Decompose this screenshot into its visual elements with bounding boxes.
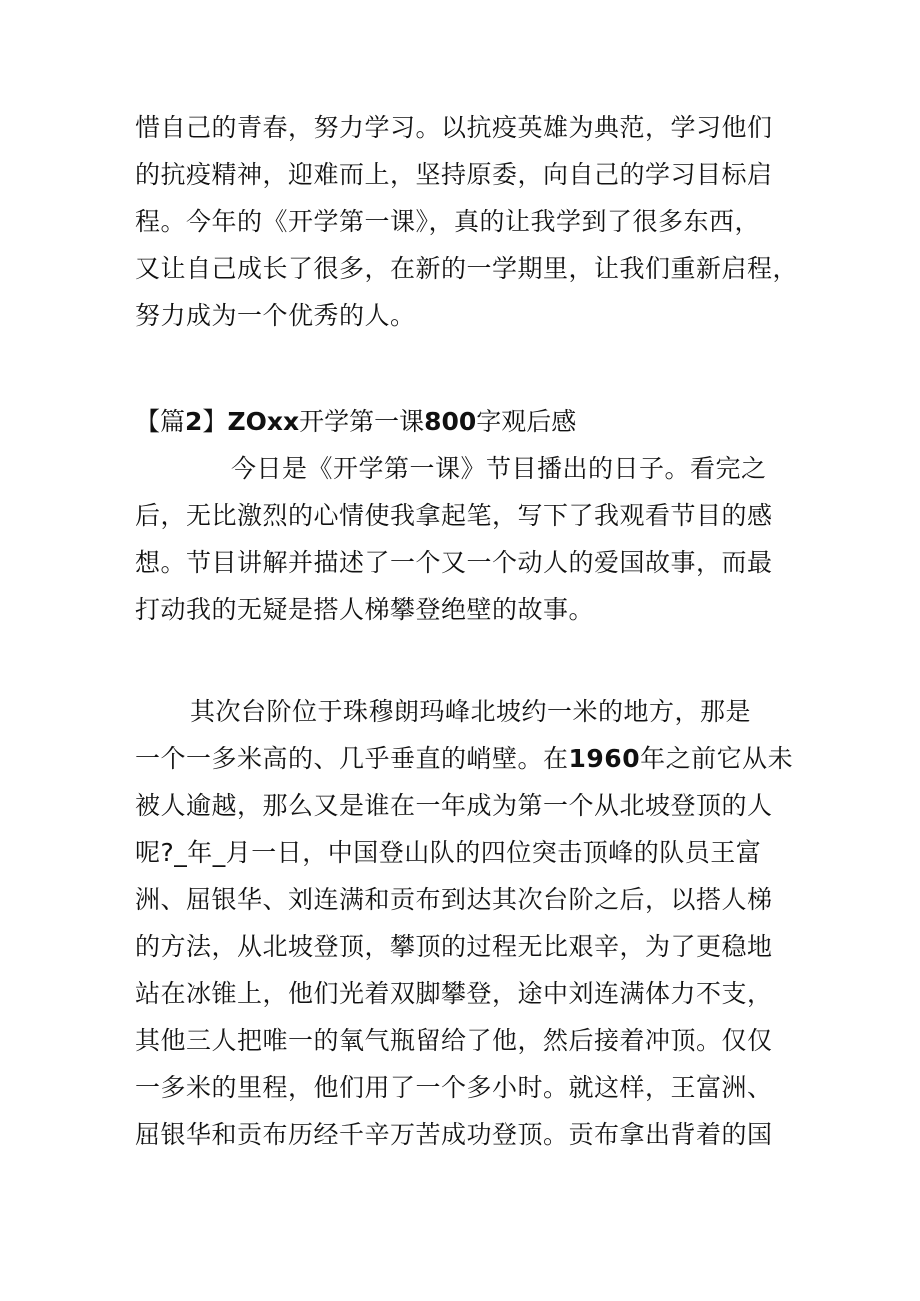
paragraph-line: 又让自己成长了很多，在新的一学期里，让我们重新启程， xyxy=(135,254,799,283)
paragraph-line: 程。今年的《开学第一课》，真的让我学到了很多东西， xyxy=(135,207,761,236)
heading-close-bracket: 】 xyxy=(202,407,228,436)
line-text: 年之前它从未 xyxy=(640,744,794,773)
paragraph-line: 后，无比激烈的心情使我拿起笔，写下了我观看节目的感 xyxy=(135,501,773,530)
section-heading xyxy=(135,398,576,445)
heading-mid: 开学第一课 xyxy=(299,407,425,436)
paragraph-1 xyxy=(135,104,805,339)
paragraph-line: 被人逾越，那么又是谁在一年成为第一个从北坡登顶的人 xyxy=(135,791,773,820)
paragraph-line: 想。节目讲解并描述了一个又一个动人的爱国故事，而最 xyxy=(135,548,773,577)
paragraph-line: 呢?_年_月一日，中国登山队的四位突击顶峰的队员王富 xyxy=(135,838,762,867)
paragraph-line: 今日是《开学第一课》节目播出的日子。看完之 xyxy=(231,454,767,483)
paragraph-line: 屈银华和贡布历经千辛万苦成功登顶。贡布拿出背着的国 xyxy=(135,1120,773,1149)
heading-number: 2 xyxy=(185,407,203,436)
paragraph-line xyxy=(135,735,805,782)
paragraph-line: 其次台阶位于珠穆朗玛峰北坡约一米的地方，那是 xyxy=(190,697,752,726)
paragraph-line: 的抗疫精神，迎难而上，坚持原委，向自己的学习目标启 xyxy=(135,160,773,189)
heading-open-bracket: 【篇 xyxy=(135,407,186,436)
paragraph-line: 努力成为一个优秀的人。 xyxy=(135,301,416,330)
paragraph-line: 其他三人把唯一的氧气瓶留给了他，然后接着冲顶。仅仅 xyxy=(135,1026,773,1055)
paragraph-line: 洲、屈银华、刘连满和贡布到达其次台阶之后，以搭人梯 xyxy=(135,885,773,914)
heading-prefix: ZOxx xyxy=(227,407,300,436)
paragraph-2 xyxy=(135,445,805,633)
year-number: 1960 xyxy=(568,744,641,773)
paragraph-line: 站在冰锥上，他们光着双脚攀登，途中刘连满体力不支， xyxy=(135,979,773,1008)
paragraph-line: 惜自己的青春，努力学习。以抗疫英雄为典范，学习他们 xyxy=(135,113,773,142)
paragraph-line: 一多米的里程，他们用了一个多小时。就这样，王富洲、 xyxy=(135,1073,773,1102)
paragraph-3 xyxy=(135,688,805,1158)
line-text: 一个一多米高的、几乎垂直的峭壁。在 xyxy=(135,744,569,773)
paragraph-line: 的方法，从北坡登顶，攀顶的过程无比艰辛，为了更稳地 xyxy=(135,932,773,961)
heading-suffix: 字观后感 xyxy=(476,407,577,436)
paragraph-line: 打动我的无疑是搭人梯攀登绝壁的故事。 xyxy=(135,595,595,624)
heading-count: 800 xyxy=(424,407,477,436)
